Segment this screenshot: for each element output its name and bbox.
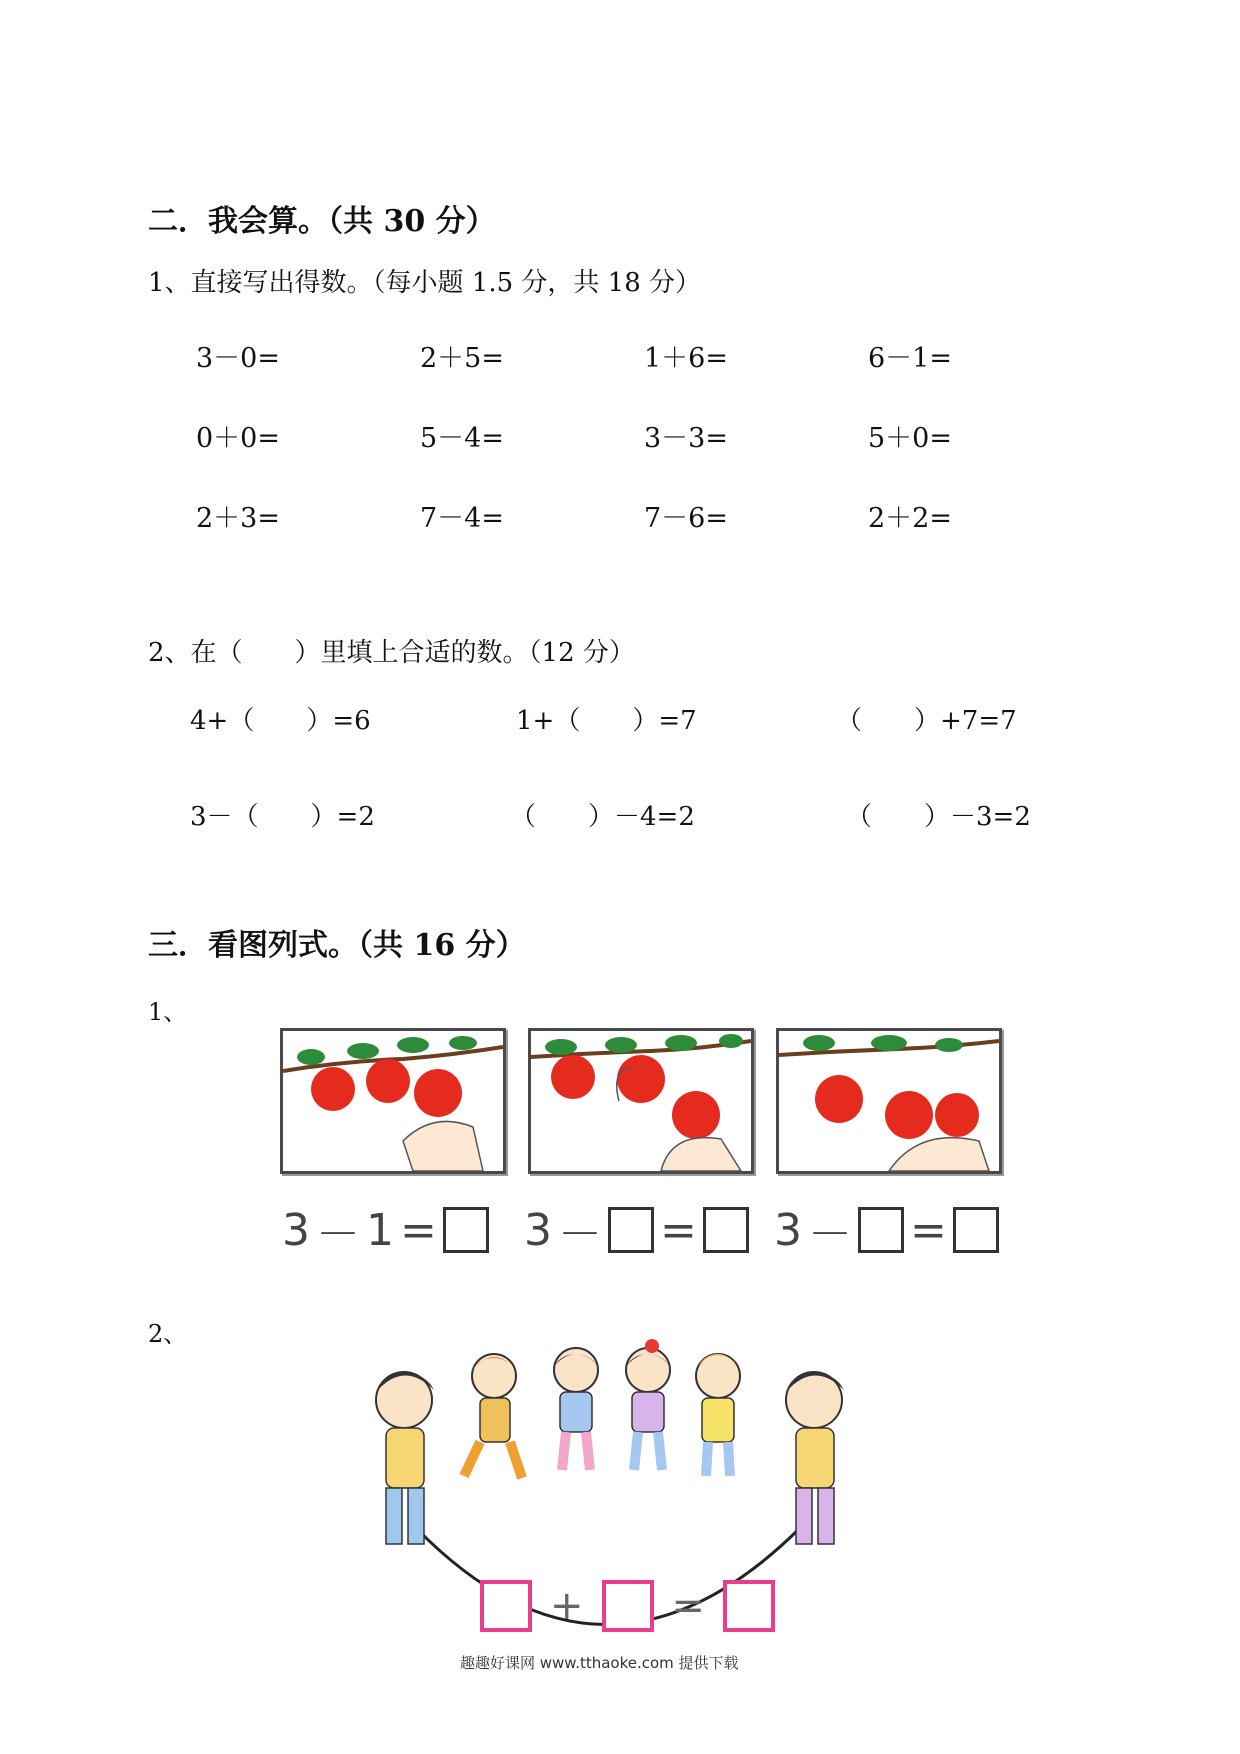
equation-operator: －: [808, 1209, 852, 1260]
equation-operator: －: [558, 1209, 602, 1260]
answer-box[interactable]: [723, 1580, 775, 1632]
apple-panel-2: [528, 1028, 754, 1174]
expression: 1＋6=: [644, 343, 728, 374]
equation-equals: =: [400, 1204, 437, 1256]
fill-blank-expression: （ ）－4=2: [510, 802, 695, 832]
apple-panels: [272, 1020, 1012, 1260]
apple-panel-3: [776, 1028, 1002, 1174]
equation-term: 3: [282, 1204, 310, 1256]
section-3-heading: 三．看图列式。（共 16 分）: [148, 928, 526, 963]
answer-box[interactable]: [703, 1207, 749, 1253]
expression: 3－3=: [644, 423, 728, 454]
expression: 5－4=: [420, 423, 504, 454]
answer-box[interactable]: [858, 1207, 904, 1253]
answer-box[interactable]: [608, 1207, 654, 1253]
answer-box[interactable]: [602, 1580, 654, 1632]
equation-term: 1: [366, 1204, 394, 1256]
expression: 2＋2=: [868, 503, 952, 534]
expression: 2＋5=: [420, 343, 504, 374]
fill-blank-expression: 1+（ ）=7: [516, 706, 697, 736]
answer-box[interactable]: [480, 1580, 532, 1632]
footer-watermark: 趣趣好课网 www.tthaoke.com 提供下载: [460, 1654, 739, 1672]
equation-plus: +: [550, 1583, 584, 1629]
picture-equation-3: [774, 1198, 999, 1262]
equation-equals: =: [910, 1204, 947, 1256]
equation-term: 3: [774, 1204, 802, 1256]
expression: 7－6=: [644, 503, 728, 534]
equation-equals: =: [671, 1583, 706, 1629]
s3-q2-number: 2、: [148, 1320, 188, 1348]
fill-blank-expression: 3－（ ）=2: [190, 802, 375, 832]
apple-branch-illustration: [779, 1031, 999, 1171]
expression: 6－1=: [868, 343, 952, 374]
picture-equation-1: [282, 1198, 489, 1262]
expression: 2＋3=: [196, 503, 280, 534]
expression: 3－0=: [196, 343, 280, 374]
fill-blank-expression: （ ）－3=2: [846, 802, 1031, 832]
q2-label: 2、在（ ）里填上合适的数。（12 分）: [148, 638, 635, 668]
expression: 7－4=: [420, 503, 504, 534]
apple-branch-illustration: [283, 1031, 503, 1171]
equation-equals: =: [660, 1204, 697, 1256]
apple-panel-1: [280, 1028, 506, 1174]
section-2-heading: 二．我会算。（共 30 分）: [148, 204, 496, 239]
s3-q1-number: 1、: [148, 998, 188, 1026]
answer-box[interactable]: [443, 1207, 489, 1253]
fill-blank-expression: （ ）+7=7: [836, 706, 1017, 736]
q1-label: 1、直接写出得数。（每小题 1.5 分，共 18 分）: [148, 268, 702, 298]
equation-operator: －: [316, 1209, 360, 1260]
picture-equation-2: [524, 1198, 749, 1262]
apple-branch-illustration: [531, 1031, 751, 1171]
equation-term: 3: [524, 1204, 552, 1256]
jump-rope-equation: [480, 1580, 775, 1632]
expression: 0＋0=: [196, 423, 280, 454]
answer-box[interactable]: [953, 1207, 999, 1253]
expression: 5＋0=: [868, 423, 952, 454]
fill-blank-expression: 4+（ ）=6: [190, 706, 371, 736]
